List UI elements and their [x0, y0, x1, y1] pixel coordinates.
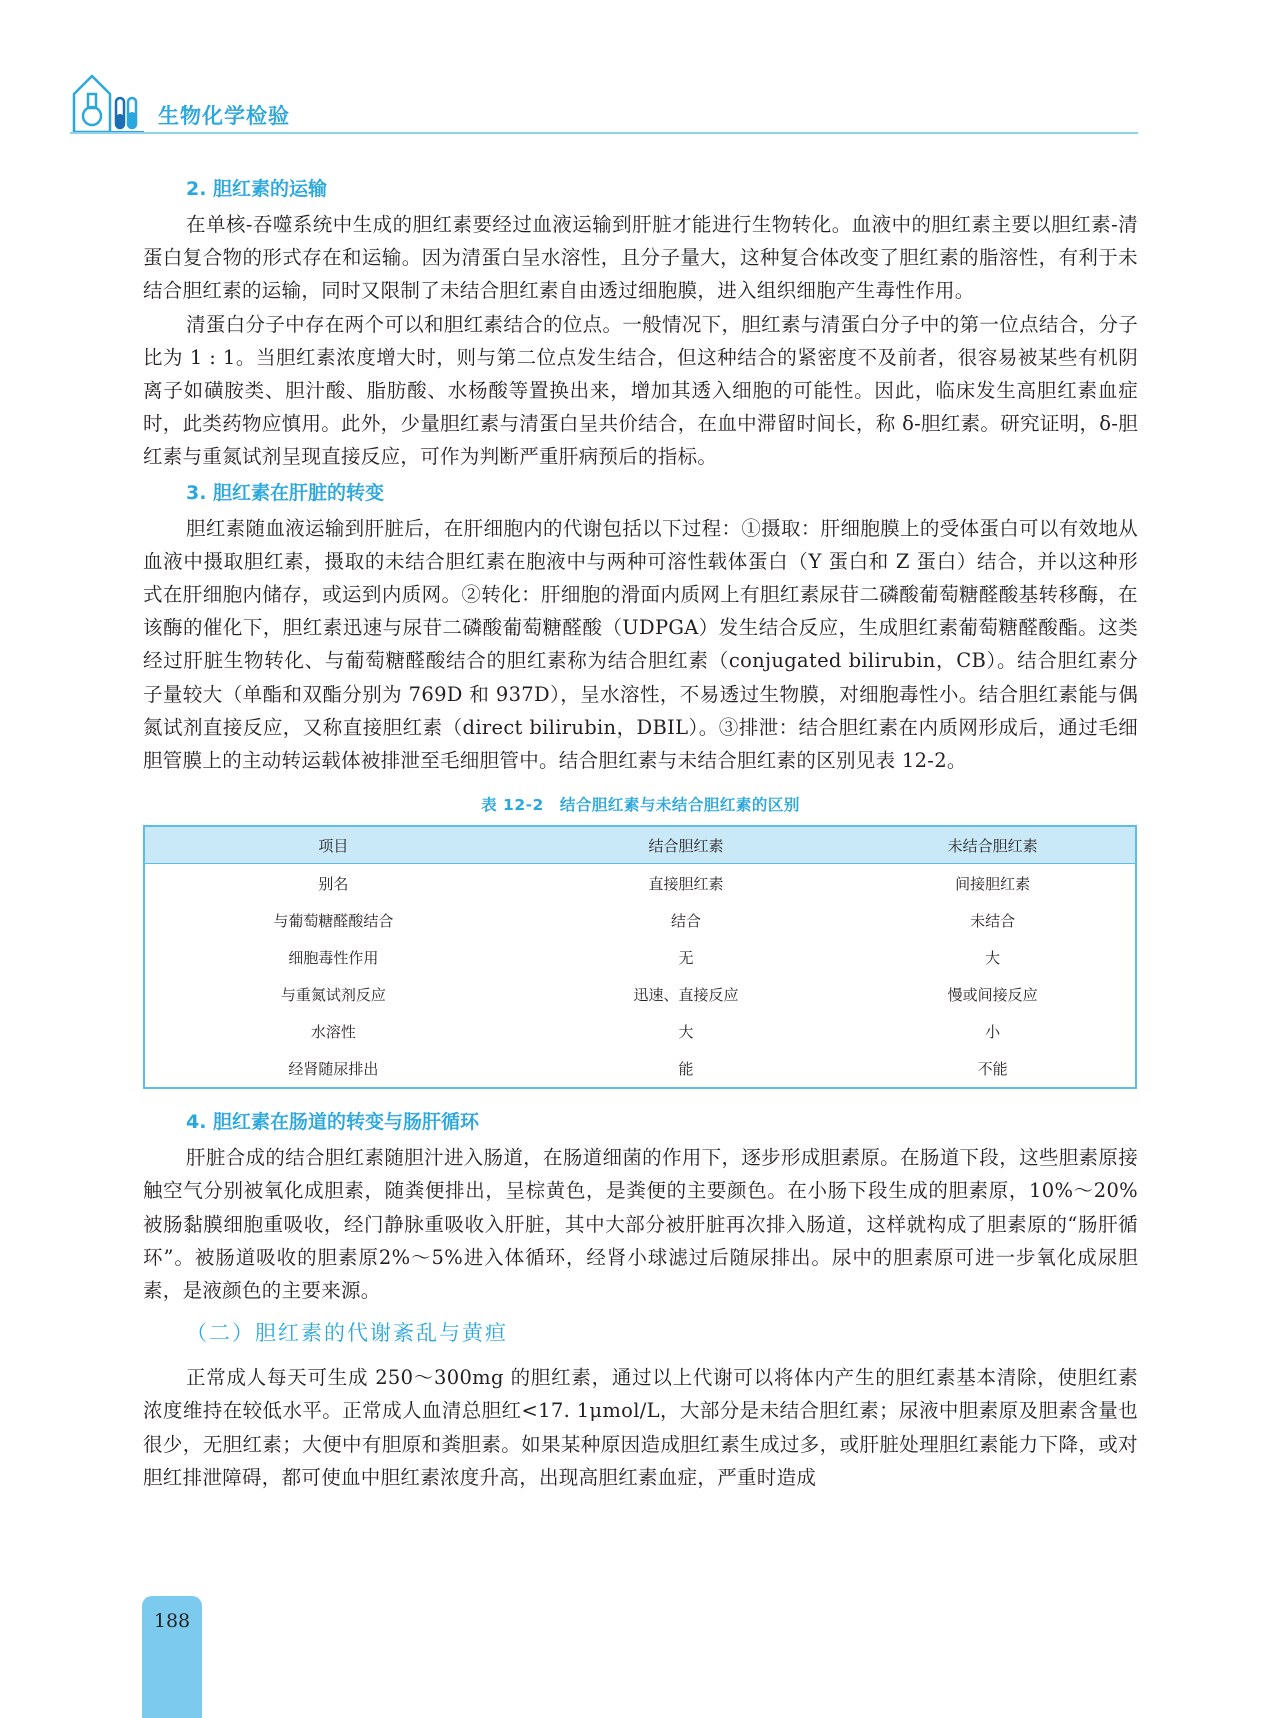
table-header-row — [144, 826, 1136, 864]
paragraph: 正常成人每天可生成 250～300mg 的胆红素，通过以上代谢可以将体内产生的胆红素基本清除，使胆红素浓度维持在较低水平。正常成人血清总胆红<17. 1μmol/L，大部分是未结合胆红素；尿液中胆素原及胆素含量也很少，无胆红素；大便中有胆原和粪胆素。如果某种原因造成胆红素生成过多，或肝脏处理胆红素能力下降，或对胆红排泄障碍，都可使血中胆红素浓度升高，出现高胆红素血症，严重时造成 — [143, 1366, 1138, 1489]
table-cell: 间接胆红素 — [955, 875, 1031, 894]
section-heading-liver: 3. 胆红素在肝脏的转变 — [186, 481, 385, 504]
table-cell: 大 — [678, 1023, 694, 1042]
page-content — [143, 170, 1138, 1494]
table-cell: 无 — [678, 949, 694, 968]
paragraph: 肝脏合成的结合胆红素随胆汁进入肠道，在肠道细菌的作用下，逐步形成胆素原。在肠道下段，这些胆素原接触空气分别被氧化成胆素，随粪便排出，呈棕黄色，是粪便的主要颜色。在小肠下段生成的胆素原，10%～20%被肠黏膜细胞重吸收，经门静脉重吸收入肝脏，其中大部分被肝脏再次排入肠道，这样就构成了胆素原的“肠肝循环”。被肠道吸收的胆素原2%～5%进入体循环，经肾小球滤过后随尿排出。尿中的胆素原可进一步氧化成尿胆素，是液颜色的主要来源。 — [143, 1146, 1138, 1303]
page-number: 188 — [153, 1610, 191, 1632]
header-divider — [70, 132, 1138, 134]
table-row — [144, 939, 1136, 976]
table-header-cell: 结合胆红素 — [522, 826, 851, 864]
table-cell: 细胞毒性作用 — [288, 949, 379, 968]
table-header-cell: 项目 — [144, 826, 522, 864]
section-heading-transport: 2. 胆红素的运输 — [186, 178, 328, 200]
table-cell: 与重氮试剂反应 — [280, 986, 386, 1005]
table-cell: 直接胆红素 — [648, 875, 724, 894]
table-cell: 未结合 — [970, 912, 1016, 931]
subsection-heading-jaundice: （二）胆红素的代谢紊乱与黄疸 — [186, 1321, 508, 1346]
book-title: 生物化学检验 — [158, 104, 290, 128]
comparison-table — [143, 825, 1137, 1089]
table-header-cell: 未结合胆红素 — [850, 826, 1136, 864]
section-heading-intestine: 4. 胆红素在肠道的转变与肠肝循环 — [186, 1111, 480, 1134]
table-row — [144, 902, 1136, 939]
table-row — [144, 1013, 1136, 1050]
table-cell: 大 — [985, 949, 1001, 968]
table-cell: 小 — [985, 1023, 1001, 1042]
table-cell: 慢或间接反应 — [947, 986, 1038, 1005]
table-cell: 与葡萄糖醛酸结合 — [273, 912, 394, 931]
paragraph: 在单核-吞噬系统中生成的胆红素要经过血液运输到肝脏才能进行生物转化。血液中的胆红素主要以胆红素-清蛋白复合物的形式存在和运输。因为清蛋白呈水溶性，且分子量大，这种复合体改变了胆红素的脂溶性，有利于未结合胆红素的运输，同时又限制了未结合胆红素自由透过细胞膜，进入组织细胞产生毒性作用。 — [143, 213, 1138, 303]
table-row — [144, 864, 1136, 903]
table-cell: 别名 — [318, 875, 349, 894]
table-cell: 迅速、直接反应 — [633, 986, 739, 1005]
lab-flask-logo-icon — [70, 60, 146, 136]
table-row — [144, 976, 1136, 1013]
table-row — [144, 1050, 1136, 1088]
table-cell: 能 — [678, 1060, 694, 1079]
table-cell: 经肾随尿排出 — [288, 1060, 379, 1079]
table-cell: 结合 — [671, 912, 702, 931]
paragraph: 清蛋白分子中存在两个可以和胆红素结合的位点。一般情况下，胆红素与清蛋白分子中的第一位点结合，分子比为 1 : 1。当胆红素浓度增大时，则与第二位点发生结合，但这种结合的紧密度不及前者，很容易被某些有机阴离子如磺胺类、胆汁酸、脂肪酸、水杨酸等置换出来，增加其透入细胞的可能性。因此，临床发生高胆红素血症时，此类药物应慎用。此外，少量胆红素与清蛋白呈共价结合，在血中滞留时间长，称 δ-胆红素。研究证明，δ-胆红素与重氮试剂呈现直接反应，可作为判断严重肝病预后的指标。 — [143, 312, 1138, 469]
table-cell: 水溶性 — [310, 1023, 356, 1042]
paragraph: 胆红素随血液运输到肝脏后，在肝细胞内的代谢包括以下过程：①摄取：肝细胞膜上的受体蛋白可以有效地从血液中摄取胆红素，摄取的未结合胆红素在胞液中与两种可溶性载体蛋白（Y 蛋白和 Z 蛋白）结合，并以这种形式在肝细胞内储存，或运到内质网。②转化：肝细胞的滑面内质网上有胆红素尿苷二磷酸葡萄糖醛酸基转移酶，在该酶的催化下，胆红素迅速与尿苷二磷酸葡萄糖醛酸（UDPGA）发生结合反应，生成胆红素葡萄糖醛酸酯。这类经过肝脏生物转化、与葡萄糖醛酸结合的胆红素称为结合胆红素（conjugated bilirubin，CB）。结合胆红素分子量较大（单酯和双酯分别为 769D 和 937D），呈水溶性，不易透过生物膜，对细胞毒性小。结合胆红素能与偶氮试剂直接反应，又称直接胆红素（direct bilirubin，DBIL）。③排泄：结合胆红素在内质网形成后，通过毛细胆管膜上的主动转运载体被排泄至毛细胆管中。结合胆红素与未结合胆红素的区别见表 12-2。 — [143, 516, 1138, 773]
table-caption: 表 12-2 结合胆红素与未结合胆红素的区别 — [481, 796, 800, 815]
table-cell: 不能 — [977, 1060, 1008, 1079]
